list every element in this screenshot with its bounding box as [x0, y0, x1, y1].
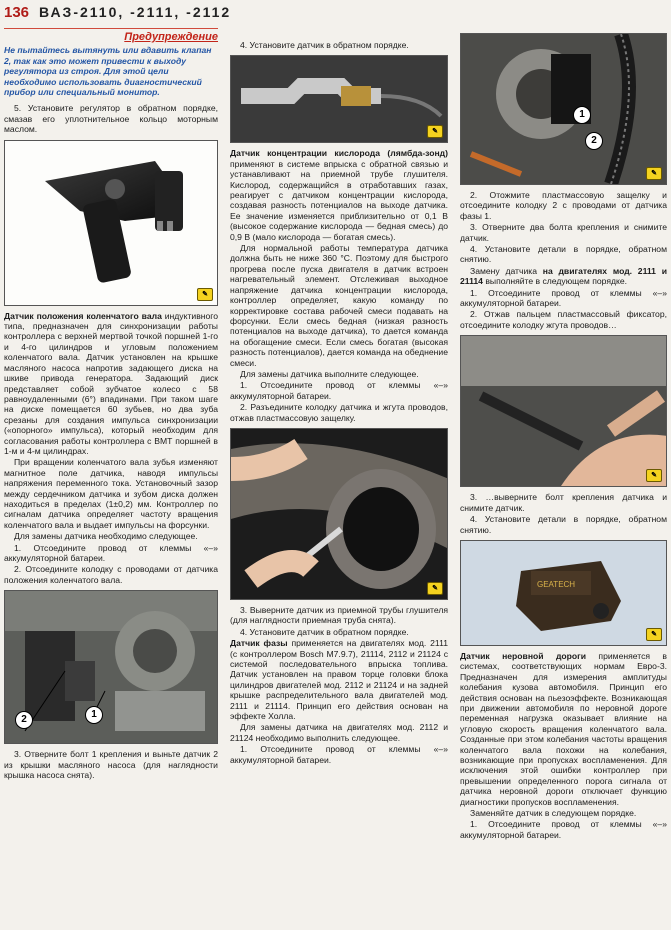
- wrench-icon: ✎: [646, 469, 662, 482]
- paragraph: При вращении коленчатого вала зубья изменяют магнитное поле датчика, наводя импульсы напряжения переменного тока. Установочный зазор между сердечником датчика и зубом диска должен находиться в пределах (1±0,2) мм. Контроллер по сигналам датчика определяет частоту вращения коленчатого вала и выдает импульсы на форсунки.: [4, 457, 218, 530]
- wrench-icon: ✎: [646, 628, 662, 641]
- page-header: [4, 2, 231, 22]
- warning-heading: Предупреждение: [124, 31, 218, 43]
- paragraph: Для замены датчика необходимо следующее.: [14, 531, 198, 542]
- harness-connector-photo: [460, 335, 667, 487]
- paragraph: Заменяйте датчик в следующем порядке.: [470, 808, 637, 818]
- step-text: 3. Отверните два болта крепления и снимите датчик.: [460, 222, 667, 243]
- step-text: 5. Установите регулятор в обратном порядке, смазав его уплотнительное кольцо моторным маслом.: [4, 103, 218, 135]
- step-text: 1. Отсоедините провод от клеммы «–» аккумуляторной батареи.: [4, 542, 218, 563]
- step-text: 3. Выверните датчик из приемной трубы глушителя (для наглядности приемная труба снята).: [230, 604, 448, 626]
- paragraph: Для нормальной работы температура датчика должна быть не ниже 360 °С. Поэтому для быстрого прогрева после пуска двигателя в датчик встроен нагревательный элемент. Отслеживая выходное напряжение датчика концентрации кислорода, контроллер определяет, какую команду по корректировке состава рабочей смеси подавать на форсунки. Если смесь бедная (низкая разность потенциалов на выходе датчика), то дается команда на обогащение смеси. Если смесь богатая (высокая разность потенциалов), дается команда на обеднение смеси.: [230, 243, 448, 368]
- wrench-icon: ✎: [646, 167, 662, 180]
- exhaust-pipe-photo: [230, 428, 448, 600]
- rough-road-sensor-paragraph: Датчик неровной дороги применяется в системах, соответствующих нормам Евро-3. Предназначен для измерения амплитуды колебания кузова автомобиля. Принцип его действия основан на пьезоэффекте. Возникающая при движении автомобиля по неровной дороге переменная нагрузка оказывает влияние на угловую скорость вращения коленчатого вала. Созданные при этом колебания частоты вращения коленчатого вала похожи на колебания, возникающие при пропусках воспламенения. Для исключения этой ошибки контроллер при превышении определенного порога сигнала от датчика неровной дороги отключает функцию диагностики пропусков воспламенения.: [460, 650, 667, 807]
- section-title: Датчик фазы: [230, 638, 288, 649]
- warning-text: Не пытайтесь вытянуть или вдавить клапан 2, так как это может привести к выходу регулятора из строя. Для этой цели необходимо использовать диагностический прибор или специальный монитор.: [4, 45, 212, 98]
- crank-sensor-photo: [4, 140, 218, 306]
- step-text: 2. Отжав пальцем пластмассовый фиксатор, отсоедините колодку жгута проводов…: [460, 309, 667, 330]
- wrench-icon: ✎: [427, 582, 443, 595]
- callout-marker-1: 1: [573, 106, 591, 124]
- wrench-icon: ✎: [197, 288, 213, 301]
- paragraph: Для замены датчика на двигателях мод. 2112 и 21124 необходимо выполнить следующее.: [230, 722, 448, 743]
- step-text: 1. Отсоедините провод от клеммы «–» аккумуляторной батареи.: [460, 819, 667, 840]
- lambda-probe-photo: [230, 55, 448, 143]
- section-title: Датчик положения коленчатого вала: [4, 310, 162, 321]
- step-text: 4. Установите детали в порядке, обратном снятию.: [460, 244, 667, 265]
- warning-box: [4, 28, 218, 97]
- rough-road-sensor-photo: [460, 540, 667, 646]
- column-left: [4, 28, 218, 781]
- callout-marker-2: 2: [15, 711, 33, 729]
- page-number: 136: [4, 3, 30, 21]
- step-text: 3. Отверните болт 1 крепления и выньте датчик 2 из крышки масляного насоса (для наглядности крышка насоса снята).: [4, 749, 218, 781]
- callout-marker-2: 2: [585, 132, 603, 150]
- step-text: 1. Отсоедините провод от клеммы «–» аккумуляторной батареи.: [460, 287, 667, 309]
- callout-marker-1: 1: [85, 706, 103, 724]
- wrench-icon: ✎: [427, 125, 443, 138]
- phase-sensor-paragraph: Датчик фазы применяется на двигателях мод. 2111 (с контроллером Bosch M7.9.7), 21114, 2112 и 21124 с системой последовательного впрыска топлива. Датчик установлен на правом торце головки блока цилиндров двигателей мод. 2112 и 21124 и на задней крышке распределительного вала двигателей мод. 2111 и 21114. Принцип его действия основан на эффекте Холла.: [230, 638, 448, 722]
- step-text: 2. Разъедините колодку датчика и жгута проводов, отжав пластмассовую защелку.: [230, 402, 448, 423]
- step-text: 2. Отсоедините колодку с проводами от датчика положения коленчатого вала.: [4, 564, 218, 585]
- oil-pump-photo: [4, 590, 218, 744]
- paragraph: Замену датчика на двигателях мод. 2111 и 21114 выполняйте в следующем порядке.: [460, 265, 667, 287]
- column-right: [460, 28, 667, 841]
- section-title: Датчик неровной дороги: [460, 650, 587, 661]
- step-text: 4. Установите датчик в обратном порядке.: [240, 626, 409, 637]
- step-text: 1. Отсоедините провод от клеммы «–» аккумуляторной батареи.: [230, 380, 448, 401]
- section-title: Датчик концентрации кислорода (лямбда-зонд): [230, 148, 448, 159]
- step-text: 2. Отожмите пластмассовую защелку и отсоедините колодку 2 с проводами от датчика фазы 1.: [460, 190, 667, 221]
- step-text: 4. Установите датчик в обратном порядке.: [240, 40, 409, 50]
- step-text: 3. …выверните болт крепления датчика и снимите датчик.: [460, 492, 667, 513]
- crank-sensor-paragraph: Датчик положения коленчатого вала индуктивного типа, предназначен для синхронизации работы контроллера с верхней мертвой точкой поршней 1-го и 4-го цилиндров и угловым положением коленчатого вала. Датчик установлен на крышке масляного насоса напротив задающего диска на шкиве привода генератора. Задающий диск представляет собой зубчатое колесо с 58 равноудаленными (6°) впадинами. При таком шаге на диске помещается 60 зубьев, но два зуба срезаны для создания импульса синхронизации («опорного» импульса), который необходим для согласования работы контроллера с ВМТ поршней в 1-м и 4-м цилиндрах.: [4, 310, 219, 456]
- step-text: 4. Установите детали в порядке, обратном снятию.: [460, 514, 667, 535]
- step-text: 1. Отсоедините провод от клеммы «–» аккумуляторной батареи.: [230, 744, 448, 765]
- lambda-sensor-paragraph: Датчик концентрации кислорода (лямбда-зонд) применяют в системе впрыска с обратной связью и устанавливают на приемной трубе глушителя. Кислород, содержащийся в отработавших газах, реагирует с датчиком концентрации кислорода, создавая разность потенциалов на выходе датчика. Ее значение изменяется приблизительно от 0,1 В (высокое содержание кислорода — бедная смесь) до 0,9 В (мало кислорода — богатая смесь).: [230, 148, 448, 242]
- phase-sensor-photo: [460, 33, 667, 185]
- sensor-label: GEATECH: [537, 579, 576, 589]
- paragraph: Для замены датчика выполните следующее.: [240, 368, 419, 379]
- page-title: ВАЗ-2110, -2111, -2112: [39, 4, 232, 20]
- column-middle: [230, 40, 448, 766]
